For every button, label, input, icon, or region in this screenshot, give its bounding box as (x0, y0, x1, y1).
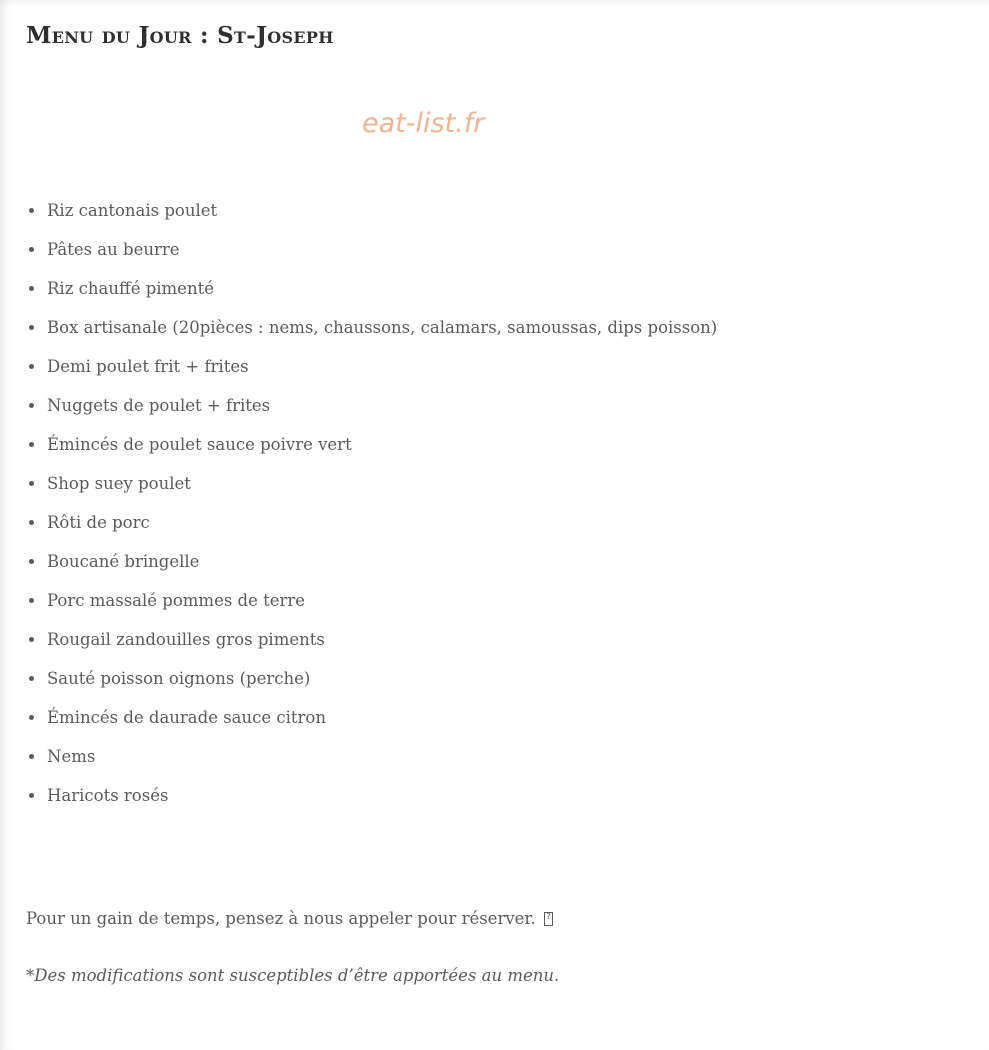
missing-glyph-icon (544, 912, 553, 926)
list-item: Rougail zandouilles gros piments (26, 620, 717, 659)
list-item: Rôti de porc (26, 503, 717, 542)
menu-list (26, 191, 717, 815)
list-item: Shop suey poulet (26, 464, 717, 503)
list-item: Porc massalé pommes de terre (26, 581, 717, 620)
call-note-text: Pour un gain de temps, pensez à nous appeler pour réserver. (26, 909, 536, 928)
list-item: Boucané bringelle (26, 542, 717, 581)
list-item: Nems (26, 737, 717, 776)
list-item: Demi poulet frit + frites (26, 347, 717, 386)
page-title: Menu du Jour : St-Joseph (26, 22, 334, 49)
list-item: Box artisanale (20pièces : nems, chaussons, calamars, samoussas, dips poisson) (26, 308, 717, 347)
list-item: Nuggets de poulet + frites (26, 386, 717, 425)
menu-disclaimer: *Des modifications sont susceptibles d’être apportées au menu. (26, 966, 560, 985)
list-item: Émincés de poulet sauce poivre vert (26, 425, 717, 464)
list-item: Riz chauffé pimenté (26, 269, 717, 308)
list-item: Pâtes au beurre (26, 230, 717, 269)
list-item: Émincés de daurade sauce citron (26, 698, 717, 737)
list-item: Haricots rosés (26, 776, 717, 815)
list-item: Riz cantonais poulet (26, 191, 717, 230)
watermark: eat-list.fr (362, 108, 485, 139)
call-note (26, 909, 553, 928)
list-item: Sauté poisson oignons (perche) (26, 659, 717, 698)
